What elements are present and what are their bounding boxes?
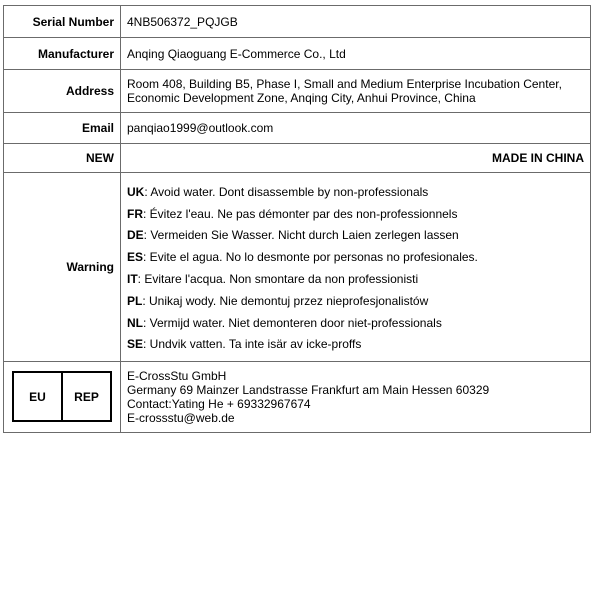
warning-list [121,173,591,362]
serial-number-label: Serial Number [4,6,121,38]
new-label: NEW [4,144,121,173]
manufacturer-label: Manufacturer [4,38,121,70]
warning-item-se [127,334,584,356]
serial-number-value: 4NB506372_PQJGB [121,6,591,38]
warning-text: : Évitez l'eau. Ne pas démonter par des non-professionnels [143,206,458,221]
warning-lang-code: PL [127,293,143,308]
email-row [4,113,591,144]
address-row [4,70,591,113]
rep-badge-part: REP [74,389,99,404]
warning-item-pl [127,291,584,313]
email-value: panqiao1999@outlook.com [121,113,591,144]
warning-text: : Unikaj wody. Nie demontuj przez nieprofesjonalistów [142,293,429,308]
warning-lang-code: UK [127,184,145,199]
address-line-2: Economic Development Zone, Anqing City, Anhui Province, China [127,91,476,105]
warning-row [4,173,591,362]
warning-item-fr [127,204,584,226]
warning-item-de [127,225,584,247]
warning-lang-code: FR [127,206,143,221]
manufacturer-row [4,38,591,70]
made-in-china-value: MADE IN CHINA [121,144,591,173]
new-row [4,144,591,173]
warning-text: : Undvik vatten. Ta inte isär av icke-proffs [143,337,362,352]
warning-lang-code: SE [127,337,144,352]
warning-item-es [127,247,584,269]
serial-number-row [4,6,591,38]
eu-rep-details [121,362,591,433]
warning-text: : Evite el agua. No lo desmonte por personas no profesionales. [143,250,478,265]
address-line-1: Room 408, Building B5, Phase I, Small and Medium Enterprise Incubation Center, [127,77,562,91]
warning-lang-code: ES [127,250,144,265]
warning-item-nl [127,313,584,335]
warning-text: : Avoid water. Dont disassemble by non-professionals [144,184,429,199]
warning-lang-code: IT [127,272,138,286]
email-label: Email [4,113,121,144]
eu-rep-email: E-crossstu@web.de [127,411,235,425]
product-label-table [3,5,591,433]
warning-item-uk [127,182,584,204]
eu-rep-contact: Contact:Yating He + 69332967674 [127,397,311,411]
warning-label: Warning [4,173,121,362]
eu-rep-badge-cell [4,362,121,433]
warning-lang-code: DE [127,228,144,243]
address-value [121,70,591,113]
eu-rep-row [4,362,591,433]
warning-text: : Evitare l'acqua. Non smontare da non professionisti [137,272,419,286]
warning-item-it [127,269,584,291]
eu-rep-address: Germany 69 Mainzer Landstrasse Frankfurt am Main Hessen 60329 [127,383,490,397]
address-label: Address [4,70,121,113]
manufacturer-value: Anqing Qiaoguang E-Commerce Co., Ltd [121,38,591,70]
warning-lang-code: NL [127,315,143,330]
warning-text: : Vermeiden Sie Wasser. Nicht durch Laien zerlegen lassen [143,228,459,243]
eu-badge-part: EU [14,373,63,420]
eu-rep-badge [12,371,112,422]
eu-rep-company: E-CrossStu GmbH [127,369,227,383]
warning-text: : Vermijd water. Niet demonteren door niet-professionals [143,315,442,330]
